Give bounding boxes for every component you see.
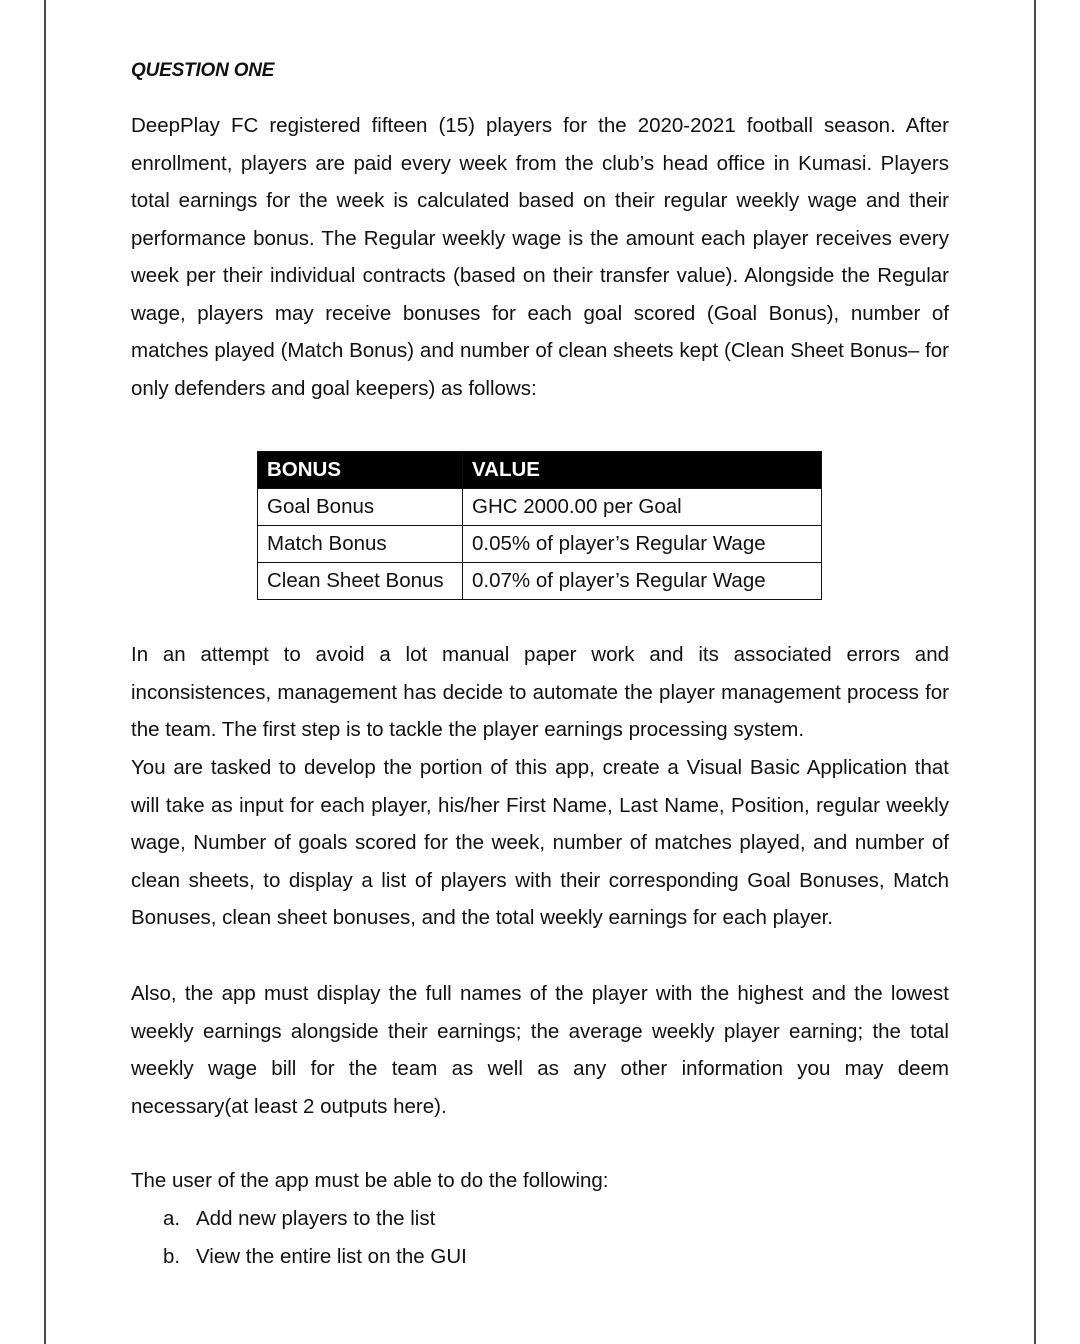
question-heading: QUESTION ONE — [131, 60, 275, 81]
list-item-text: Add new players to the list — [196, 1207, 436, 1230]
list-marker: a. — [163, 1207, 181, 1230]
bonus-table — [257, 451, 822, 600]
list-marker: b. — [163, 1244, 181, 1268]
table-header-value: VALUE — [463, 452, 822, 489]
list-item — [163, 1238, 467, 1276]
list-item-text: View the entire list on the GUI — [196, 1244, 467, 1268]
table-header-bonus: BONUS — [258, 452, 463, 489]
table-cell: 0.07% of player’s Regular Wage — [463, 563, 822, 600]
table-cell: Goal Bonus — [258, 489, 463, 526]
task-paragraph: You are tasked to develop the portion of this app, create a Visual Basic Application that will take as input for each player, his/her First Name, Last Name, Position, regular weekly wage, Number of goals scored for the week, number of matches played, and number of clean sheets, to display a list of players with their corresponding Goal Bonuses, Match Bonuses, clean sheet bonuses, and the total weekly earnings for each player. — [131, 756, 949, 929]
table-row — [258, 563, 822, 600]
automation-paragraph: In an attempt to avoid a lot manual paper work and its associated errors and inconsistences, management has decide to automate the player management process for the team. The first step is to tackle the player earnings processing system. — [131, 643, 949, 741]
table-cell: 0.05% of player’s Regular Wage — [463, 526, 822, 563]
table-cell: Clean Sheet Bonus — [258, 563, 463, 600]
page-right-border — [1034, 0, 1036, 1344]
table-row — [258, 489, 822, 526]
list-item — [163, 1200, 467, 1238]
task-list — [163, 1200, 467, 1275]
table-header-row — [258, 452, 822, 489]
user-requirements-paragraph: The user of the app must be able to do the following: — [131, 1169, 609, 1192]
outputs-paragraph: Also, the app must display the full names of the player with the highest and the lowest weekly earnings alongside their earnings; the average weekly player earning; the total weekly wage bill for the team as well as any other information you may deem necessary(at least 2 outputs here). — [131, 982, 949, 1118]
intro-paragraph: DeepPlay FC registered fifteen (15) players for the 2020-2021 football season. After enrollment, players are paid every week from the club’s head office in Kumasi. Players total earnings for the week is calculated based on their regular weekly wage and their performance bonus. The Regular weekly wage is the amount each player receives every week per their individual contracts (based on their transfer value). Alongside the Regular wage, players may receive bonuses for each goal scored (Goal Bonus), number of matches played (Match Bonus) and number of clean sheets kept (Clean Sheet Bonus– for only defenders and goal keepers) as follows: — [131, 114, 949, 400]
table-cell: Match Bonus — [258, 526, 463, 563]
table-row — [258, 526, 822, 563]
table-cell: GHC 2000.00 per Goal — [463, 489, 822, 526]
page-left-border — [44, 0, 46, 1344]
